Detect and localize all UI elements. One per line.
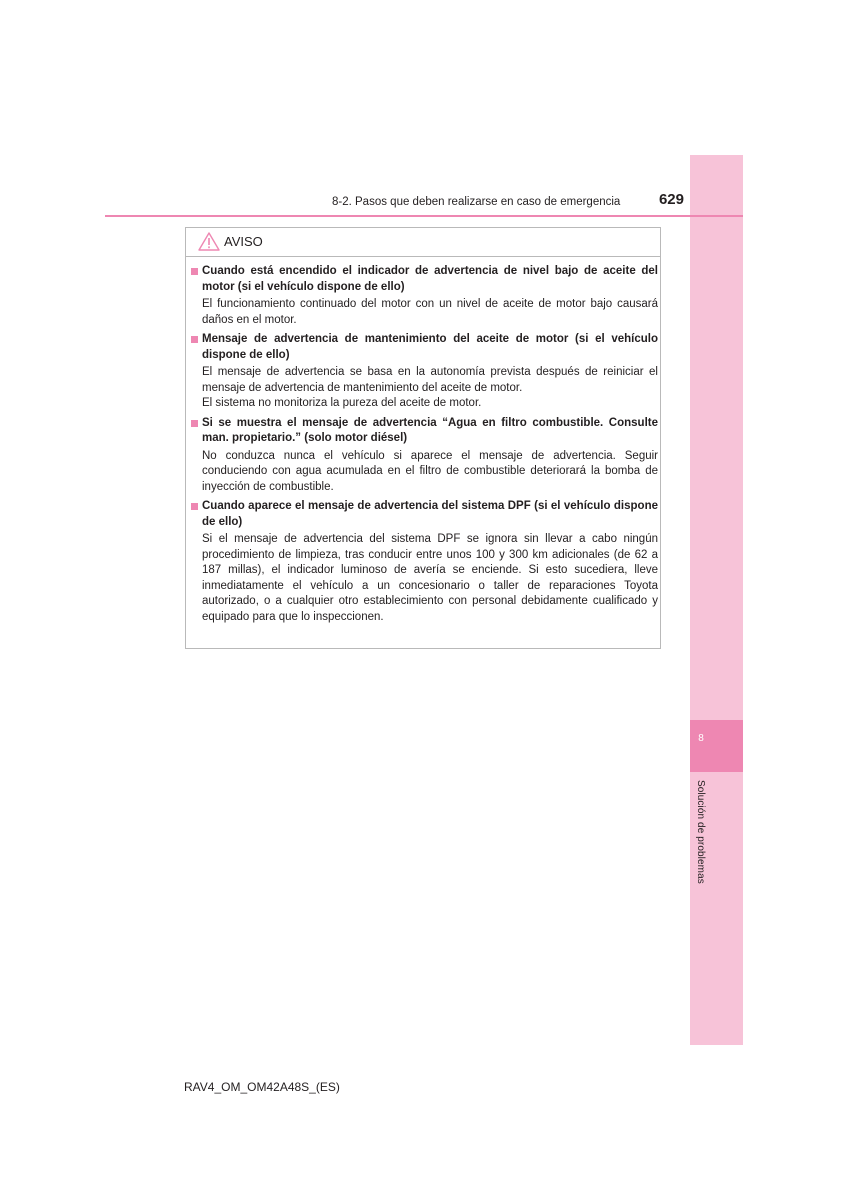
paragraph: El funcionamiento continuado del motor con un nivel de aceite de motor bajo causará daños en el motor. bbox=[202, 298, 658, 326]
warning-item-heading: Si se muestra el mensaje de advertencia “Agua en filtro combustible. Consulte man. propietario.” (solo motor diésel) bbox=[191, 416, 658, 447]
warning-box bbox=[185, 227, 661, 649]
section-title: 8-2. Pasos que deben realizarse en caso de emergencia bbox=[332, 196, 621, 208]
warning-box-title: AVISO bbox=[224, 234, 263, 249]
paragraph: El mensaje de advertencia se basa en la autonomía prevista después de reiniciar el mensaje de advertencia de mantenimiento del aceite de motor. bbox=[202, 366, 658, 394]
warning-item-body bbox=[191, 297, 658, 328]
bullet-square-icon bbox=[191, 503, 198, 510]
warning-box-header bbox=[186, 228, 660, 257]
chapter-side-tab bbox=[690, 155, 743, 1045]
warning-item bbox=[191, 499, 658, 625]
bullet-square-icon bbox=[191, 268, 198, 275]
bullet-square-icon bbox=[191, 420, 198, 427]
warning-box-content bbox=[191, 264, 658, 629]
bullet-square-icon bbox=[191, 336, 198, 343]
chapter-label: Solución de problemas bbox=[695, 780, 706, 884]
warning-item bbox=[191, 416, 658, 496]
paragraph: El sistema no monitoriza la pureza del aceite de motor. bbox=[202, 397, 482, 409]
paragraph: Si el mensaje de advertencia del sistema DPF se ignora sin llevar a cabo ningún procedimiento de limpieza, tras conducir entre unos 100 y 300 km adicionales (de 62 a 187 millas), el indicador luminoso de avería se enciende. Si esto sucediera, lleve inmediatamente el vehículo a un concesionario o taller de reparaciones Toyota autorizado, o a cualquier otro establecimiento con personal debidamente cualificado y equipado para que lo inspeccionen. bbox=[202, 533, 658, 623]
warning-triangle-icon bbox=[198, 232, 220, 251]
document-code: RAV4_OM_OM42A48S_(ES) bbox=[184, 1080, 340, 1094]
warning-item-heading: Cuando aparece el mensaje de advertencia del sistema DPF (si el vehículo dispone de ello) bbox=[191, 499, 658, 530]
chapter-number: 8 bbox=[698, 733, 704, 744]
paragraph: No conduzca nunca el vehículo si aparece el mensaje de advertencia. Seguir conduciendo con agua acumulada en el filtro de combustible deteriorará la bomba de inyección de combustible. bbox=[202, 449, 658, 493]
header-rule bbox=[105, 215, 743, 217]
warning-item bbox=[191, 264, 658, 328]
warning-item-heading: Cuando está encendido el indicador de advertencia de nivel bajo de aceite del motor (si el vehículo dispone de ello) bbox=[191, 264, 658, 295]
warning-item-heading: Mensaje de advertencia de mantenimiento del aceite de motor (si el vehículo dispone de ello) bbox=[191, 332, 658, 363]
warning-item-body bbox=[191, 449, 658, 496]
chapter-tab-active bbox=[690, 720, 743, 772]
warning-item-body bbox=[191, 532, 658, 625]
page-number: 629 bbox=[658, 191, 684, 208]
warning-item-body bbox=[191, 365, 658, 412]
warning-item bbox=[191, 332, 658, 412]
